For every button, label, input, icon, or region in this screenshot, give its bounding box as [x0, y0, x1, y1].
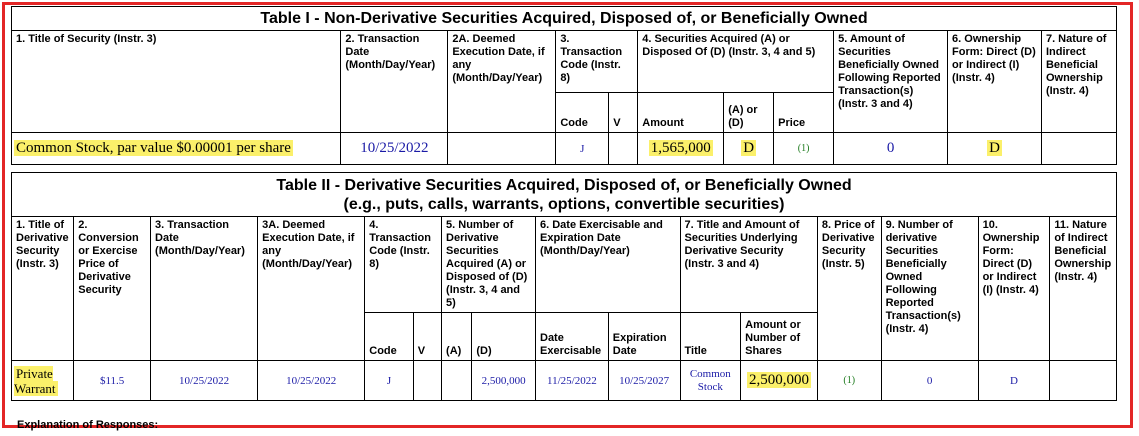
- derivative-title: Private Warrant: [14, 365, 56, 396]
- t1-header-ownership: 6. Ownership Form: Direct (D) or Indirect (I) (Instr. 4): [948, 31, 1042, 133]
- transaction-date: 10/25/2022: [341, 133, 448, 165]
- t1-subheader-amount: Amount: [638, 93, 724, 133]
- table-row: [12, 133, 1117, 165]
- transaction-v: [609, 133, 638, 165]
- underlying-amount: 2,500,000: [749, 372, 810, 388]
- deemed-date: 10/25/2022: [258, 361, 365, 401]
- nature-ownership: [1050, 361, 1117, 401]
- t2-header-owned: 9. Number of derivative Securities Beneficially Owned Following Reported Transaction(s) (Instr. 4): [881, 217, 978, 361]
- t1-header-amount-owned: 5. Amount of Securities Beneficially Owned Following Reported Transaction(s) (Instr. 3 and 4): [834, 31, 948, 133]
- conversion-price: $11.5: [74, 361, 151, 401]
- t1-subheader-price: Price: [774, 93, 834, 133]
- table2-title-line1: Table II - Derivative Securities Acquired, Disposed of, or Beneficially Owned: [276, 176, 852, 194]
- securities-amount: 1,565,000: [650, 140, 711, 156]
- t1-subheader-aord: (A) or (D): [724, 93, 774, 133]
- t1-header-code: 3. Transaction Code (Instr. 8): [556, 31, 638, 93]
- t2-subheader-title: Title: [680, 313, 741, 361]
- t1-subheader-code: Code: [556, 93, 609, 133]
- t2-header-code: 4. Transaction Code (Instr. 8): [365, 217, 442, 313]
- price-footnote: (1): [774, 133, 834, 165]
- t2-header-number: 5. Number of Derivative Securities Acquired (A) or Disposed of (D) (Instr. 3, 4 and 5): [442, 217, 536, 313]
- transaction-date: 10/25/2022: [151, 361, 258, 401]
- table2-title-line2: (e.g., puts, calls, warrants, options, convertible securities): [343, 195, 785, 213]
- ownership-form: D: [978, 361, 1050, 401]
- t2-header-conversion: 2. Conversion or Exercise Price of Derivative Security: [74, 217, 151, 361]
- acquired-disposed: D: [743, 140, 755, 156]
- acquired-a: [442, 361, 472, 401]
- table2-title: [12, 173, 1117, 217]
- t2-header-deemed: 3A. Deemed Execution Date, if any (Month/Day/Year): [258, 217, 365, 361]
- t2-header-title: 1. Title of Derivative Security (Instr. 3): [12, 217, 74, 361]
- table1-title: Table I - Non-Derivative Securities Acquired, Disposed of, or Beneficially Owned: [12, 7, 1117, 31]
- date-exercisable: 11/25/2022: [536, 361, 609, 401]
- t2-subheader-code: Code: [365, 313, 414, 361]
- table-derivative: [11, 172, 1117, 401]
- t2-header-ownership: 10. Ownership Form: Direct (D) or Indirect (I) (Instr. 4): [978, 217, 1050, 361]
- t2-subheader-a: (A): [442, 313, 472, 361]
- expiration-date: 10/25/2027: [608, 361, 680, 401]
- t2-subheader-d: (D): [472, 313, 536, 361]
- nature-ownership: [1041, 133, 1116, 165]
- t1-header-date: 2. Transaction Date (Month/Day/Year): [341, 31, 448, 133]
- t1-header-title: 1. Title of Security (Instr. 3): [12, 31, 341, 133]
- transaction-v: [413, 361, 441, 401]
- t1-subheader-v: V: [609, 93, 638, 133]
- t2-subheader-expiration: Expiration Date: [608, 313, 680, 361]
- table-non-derivative: [11, 6, 1117, 165]
- table-row: [12, 361, 1117, 401]
- ownership-form: D: [989, 140, 1000, 156]
- t2-header-underlying: 7. Title and Amount of Securities Underlying Derivative Security (Instr. 3 and 4): [680, 217, 817, 313]
- t1-header-securities: 4. Securities Acquired (A) or Disposed Of (D) (Instr. 3, 4 and 5): [638, 31, 834, 93]
- explanation-heading: Explanation of Responses:: [17, 419, 159, 431]
- t1-header-deemed: 2A. Deemed Execution Date, if any (Month/Day/Year): [448, 31, 556, 133]
- t2-subheader-amount: Amount or Number of Shares: [741, 313, 818, 361]
- t2-header-price: 8. Price of Derivative Security (Instr. 5): [817, 217, 881, 361]
- derivatives-owned: 0: [881, 361, 978, 401]
- t2-subheader-v: V: [413, 313, 441, 361]
- transaction-code: J: [556, 133, 609, 165]
- deemed-date: [448, 133, 556, 165]
- t2-header-date: 3. Transaction Date (Month/Day/Year): [151, 217, 258, 361]
- derivative-price-footnote: (1): [817, 361, 881, 401]
- transaction-code: J: [365, 361, 414, 401]
- t2-header-nature: 11. Nature of Indirect Beneficial Ownership (Instr. 4): [1050, 217, 1117, 361]
- security-title: Common Stock, par value $0.00001 per share: [16, 140, 291, 156]
- t2-header-exercisable: 6. Date Exercisable and Expiration Date (Month/Day/Year): [536, 217, 681, 313]
- underlying-title: Common Stock: [680, 361, 741, 401]
- t1-header-nature: 7. Nature of Indirect Beneficial Ownership (Instr. 4): [1041, 31, 1116, 133]
- amount-owned: 0: [834, 133, 948, 165]
- t2-subheader-date-exercisable: Date Exercisable: [536, 313, 609, 361]
- disposed-d: 2,500,000: [472, 361, 536, 401]
